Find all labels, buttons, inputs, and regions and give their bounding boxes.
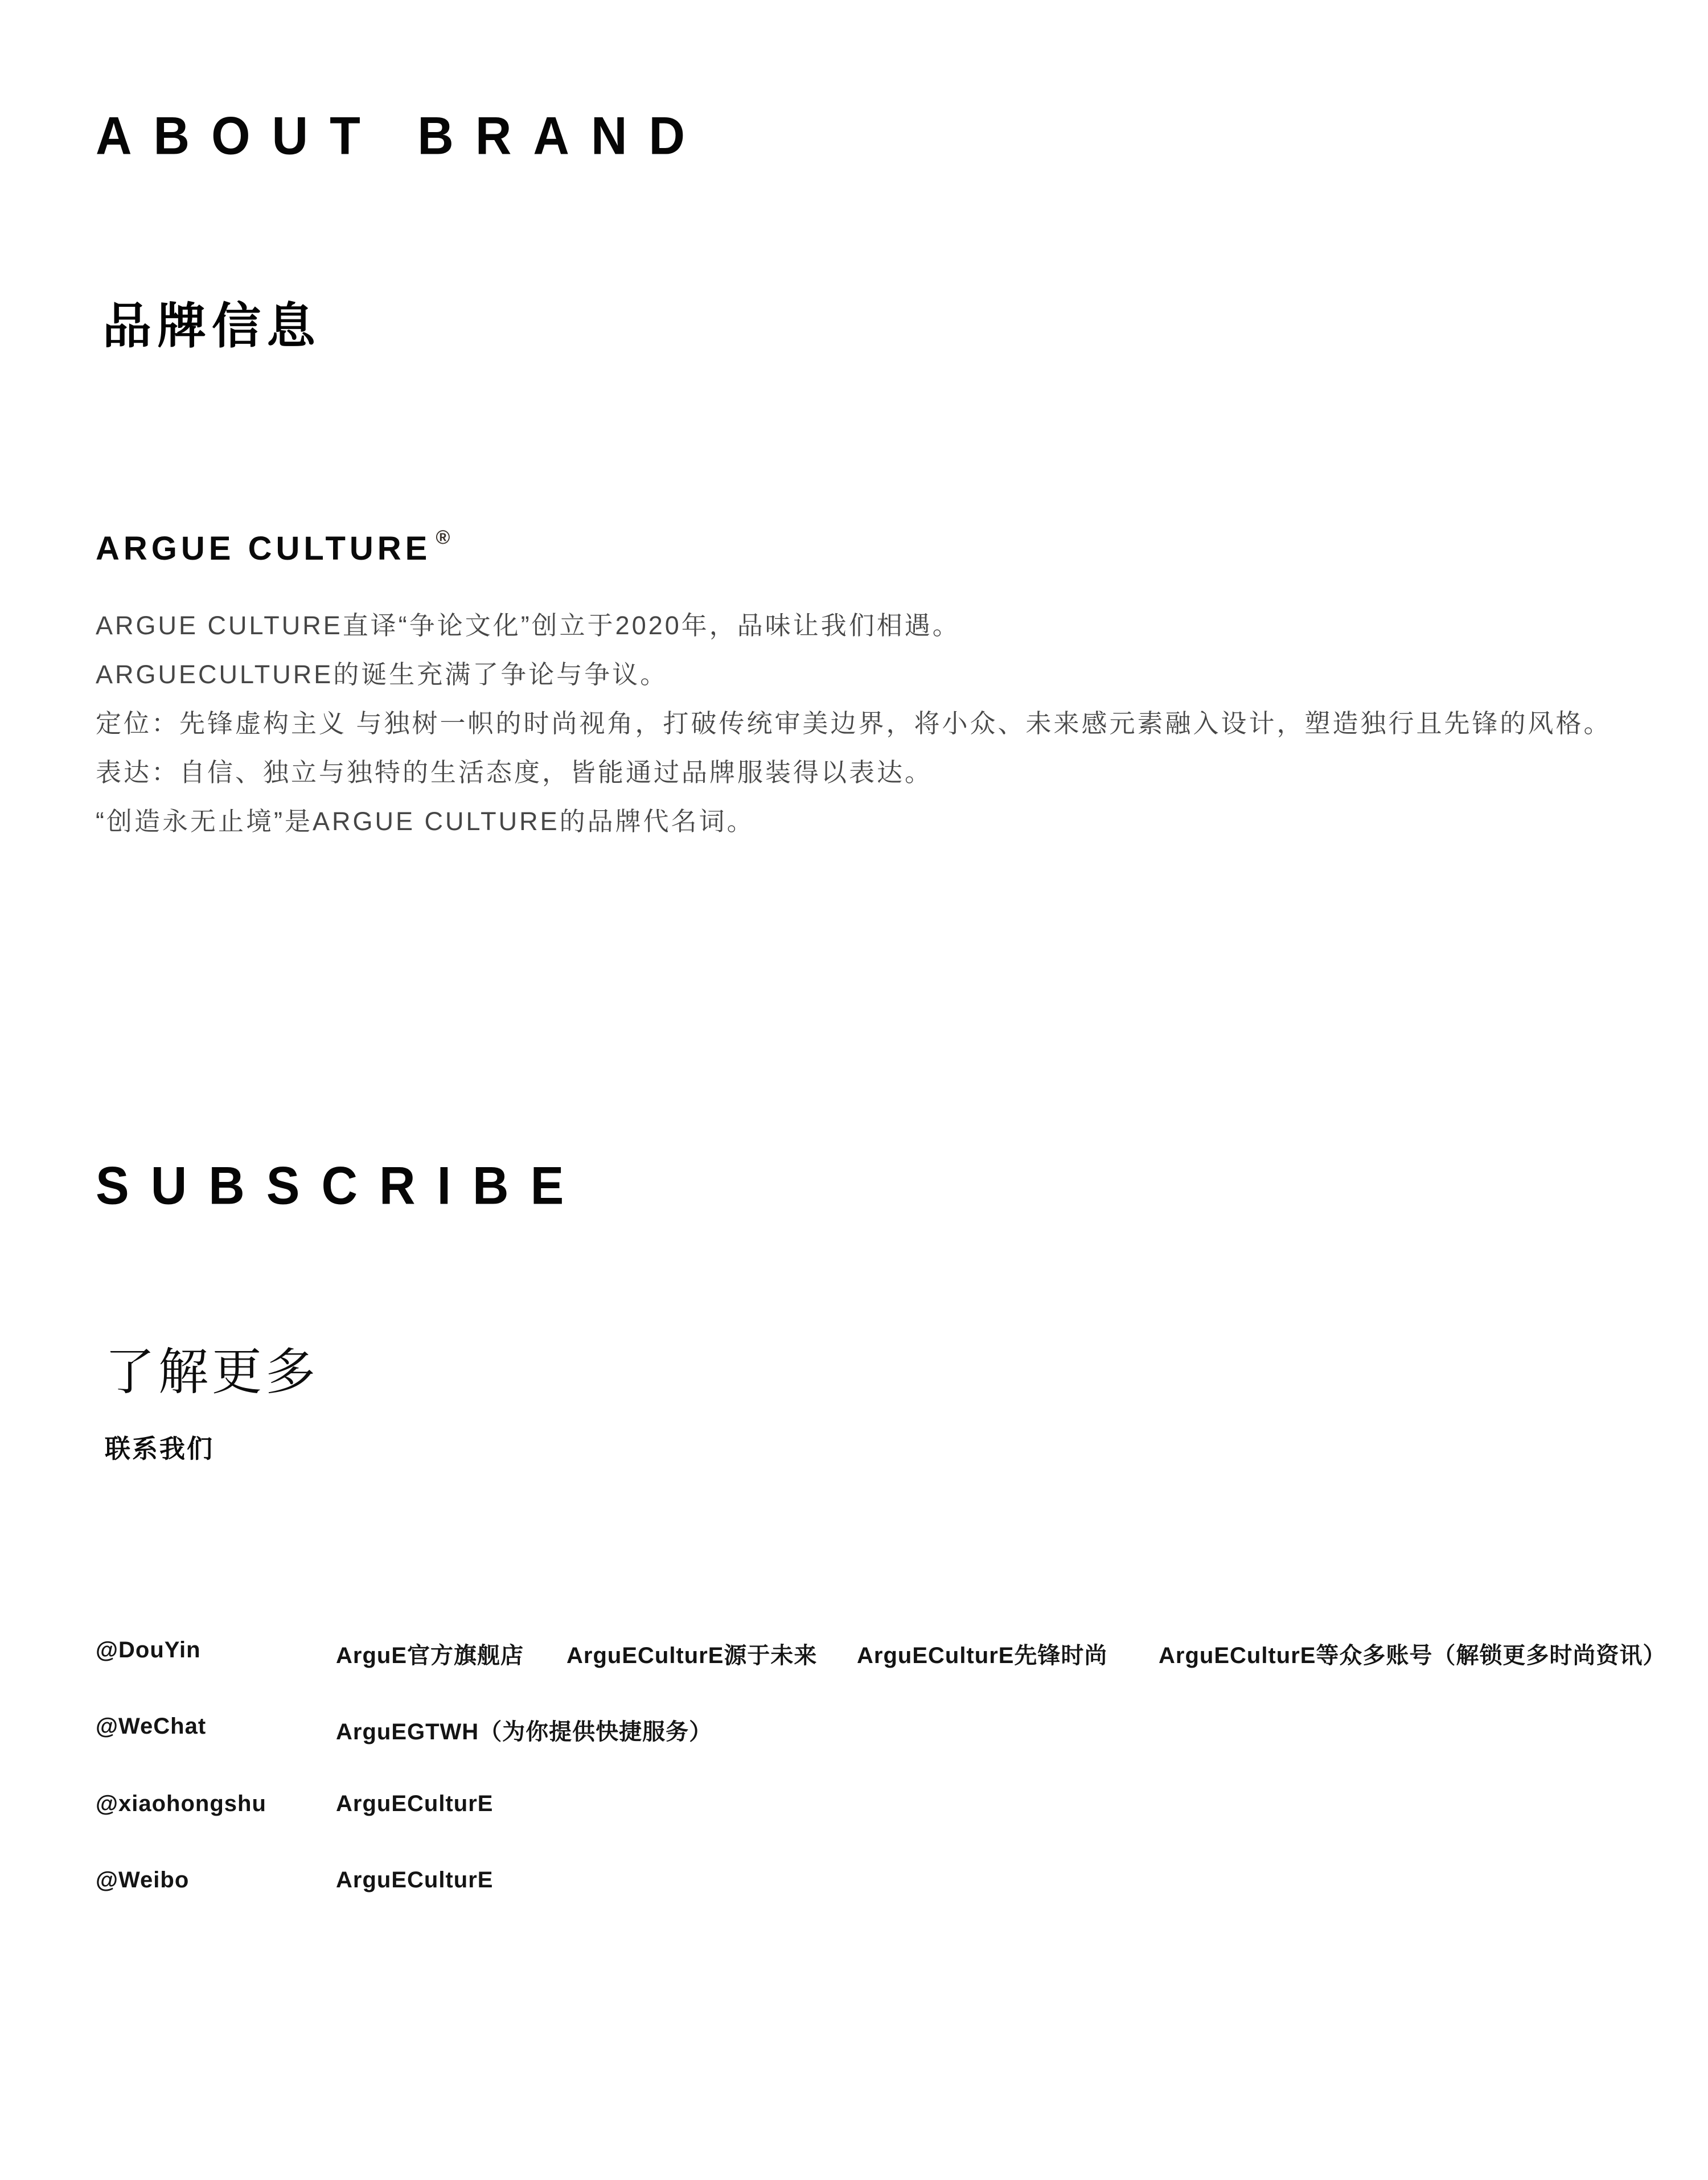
account-name: ArguECulturE先锋时尚: [857, 1643, 1108, 1668]
subscribe-heading: SUBSCRIBE: [96, 1155, 586, 1216]
about-brand-heading: ABOUT BRAND: [96, 105, 707, 166]
platform-label-wechat: @WeChat: [96, 1714, 207, 1739]
brand-info-heading: 品牌信息: [102, 299, 321, 354]
account-name: ArguECulturE: [336, 1867, 494, 1892]
platform-label-douyin: @DouYin: [96, 1637, 201, 1662]
brand-description-line-4: 表达：自信、独立与独特的生活态度，皆能通过品牌服装得以表达。: [96, 758, 933, 787]
contact-us-label: 联系我们: [105, 1434, 215, 1463]
account-name: ArguECulturE源于未来: [566, 1643, 818, 1668]
platform-label-weibo: @Weibo: [96, 1867, 190, 1892]
brand-description-line-1: ARGUE CULTURE直译“争论文化”创立于2020年，品味让我们相遇。: [96, 611, 960, 640]
brand-name: ARGUE CULTURE: [96, 530, 432, 567]
account-name: ArguEGTWH（为你提供快捷服务）: [336, 1719, 713, 1744]
platform-label-xiaohongshu: @xiaohongshu: [96, 1791, 266, 1816]
brand-description-line-3: 定位：先锋虚构主义 与独树一帜的时尚视角，打破传统审美边界，将小众、未来感元素融入设计，塑造独行且先锋的风格。: [96, 709, 1612, 738]
brand-name-line: [96, 526, 450, 568]
brand-description-line-5: “创造永无止境”是ARGUE CULTURE的品牌代名词。: [96, 807, 755, 836]
brand-description-line-2: ARGUECULTURE的诞生充满了争论与争议。: [96, 660, 668, 689]
learn-more-heading: 了解更多: [105, 1344, 319, 1400]
brand-description: [96, 601, 1612, 846]
account-name: ArguECulturE: [336, 1791, 494, 1816]
account-name: ArguECulturE等众多账号（解锁更多时尚资讯）: [1159, 1643, 1666, 1668]
registered-trademark-symbol: ®: [436, 526, 450, 548]
account-name: ArguE官方旗舰店: [336, 1643, 524, 1668]
